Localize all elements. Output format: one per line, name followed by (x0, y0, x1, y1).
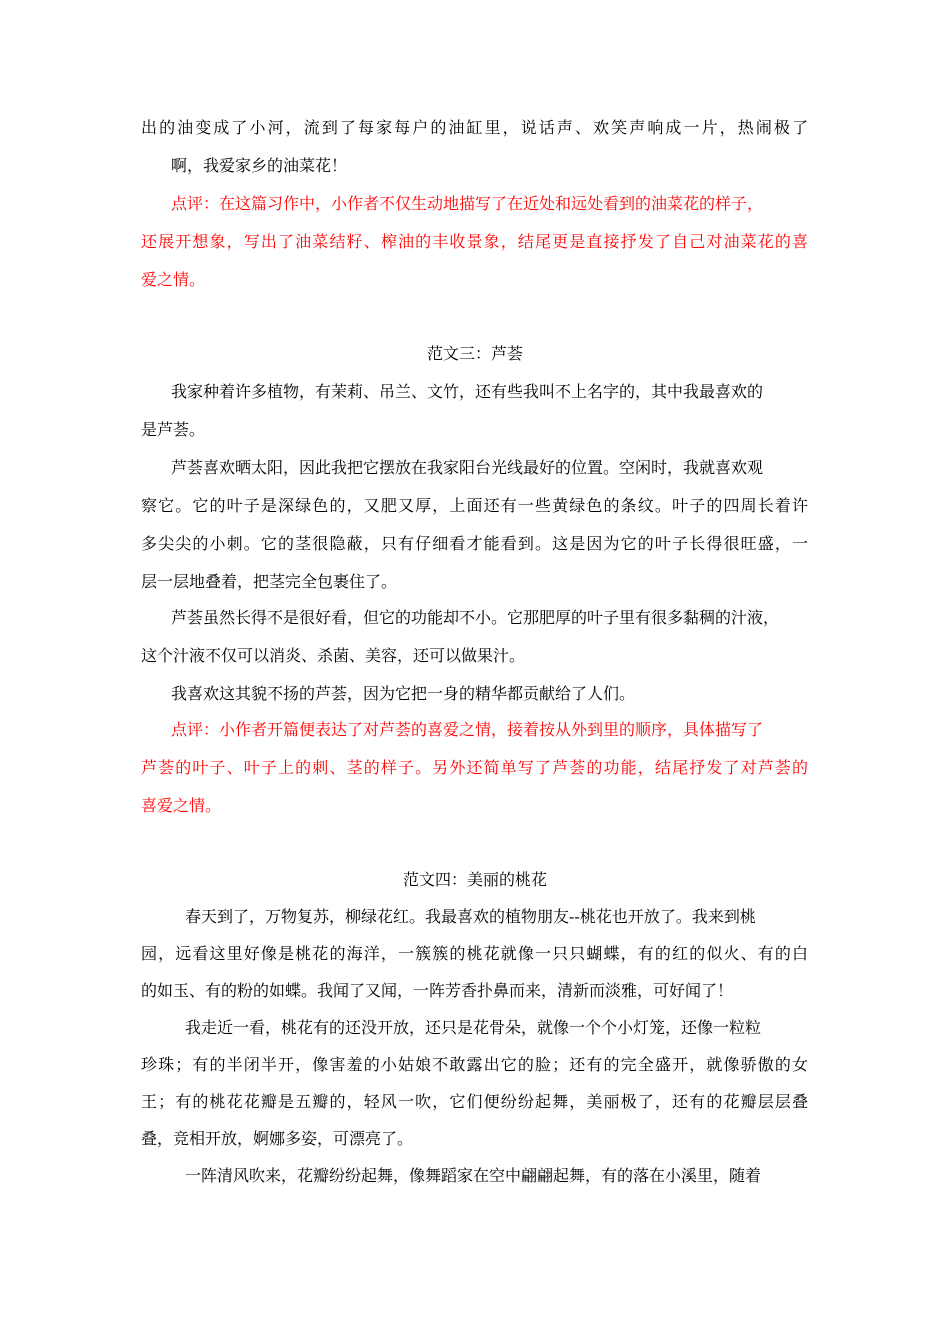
body-text-line: 芦荟虽然长得不是很好看，但它的功能却不小。它那肥厚的叶子里有很多黏稠的汁液， (171, 608, 780, 627)
body-text-line: 我走近一看，桃花有的还没开放，还只是花骨朵，就像一个个小灯笼，还像一粒粒 (185, 1018, 762, 1037)
essay-title: 范文三：芦荟 (426, 344, 523, 363)
body-text-line: 啊，我爱家乡的油菜花！ (171, 156, 348, 175)
essay-title: 范文四：美丽的桃花 (402, 870, 547, 889)
body-text-line: 的如玉、有的粉的如蝶。我闻了又闻，一阵芳香扑鼻而来，清新而淡雅，可好闻了！ (141, 981, 734, 1000)
comment-line: 还展开想象，写出了油菜结籽、榨油的丰收景象，结尾更是直接抒发了自己对油菜花的喜 (141, 232, 808, 251)
body-text-line: 多尖尖的小刺。它的茎很隐蔽，只有仔细看才能看到。这是因为它的叶子长得很旺盛，一 (141, 534, 808, 553)
body-text-line: 出的油变成了小河，流到了每家每户的油缸里，说话声、欢笑声响成一片，热闹极了 (141, 118, 808, 137)
comment-line: 喜爱之情。 (141, 796, 222, 815)
body-text-line: 春天到了，万物复苏，柳绿花红。我最喜欢的植物朋友--桃花也开放了。我来到桃 (185, 907, 756, 926)
body-text-line: 芦荟喜欢晒太阳，因此我把它摆放在我家阳台光线最好的位置。空闲时，我就喜欢观 (171, 458, 764, 477)
body-text-line: 叠，竞相开放，婀娜多姿，可漂亮了。 (141, 1129, 414, 1148)
comment-line: 点评：小作者开篇便表达了对芦荟的喜爱之情，接着按从外到里的顺序，具体描写了 (171, 720, 764, 739)
body-text-line: 察它。它的叶子是深绿色的，又肥又厚，上面还有一些黄绿色的条纹。叶子的四周长着许 (141, 496, 808, 515)
body-text-line: 一阵清风吹来，花瓣纷纷起舞，像舞蹈家在空中翩翩起舞，有的落在小溪里，随着 (185, 1166, 762, 1185)
body-text-line: 王；有的桃花花瓣是五瓣的，轻风一吹，它们便纷纷起舞，美丽极了，还有的花瓣层层叠 (141, 1092, 808, 1111)
comment-line: 爱之情。 (141, 270, 206, 289)
body-text-line: 珍珠；有的半闭半开，像害羞的小姑娘不敢露出它的脸；还有的完全盛开，就像骄傲的女 (141, 1055, 808, 1074)
body-text-line: 这个汁液不仅可以消炎、杀菌、美容，还可以做果汁。 (141, 646, 526, 665)
comment-line: 点评：在这篇习作中，小作者不仅生动地描写了在近处和远处看到的油菜花的样子， (171, 194, 764, 213)
body-text-line: 园，远看这里好像是桃花的海洋，一簇簇的桃花就像一只只蝴蝶，有的红的似火、有的白 (141, 944, 808, 963)
body-text-line: 是芦荟。 (141, 420, 206, 439)
body-text-line: 我喜欢这其貌不扬的芦荟，因为它把一身的精华都贡献给了人们。 (171, 684, 636, 703)
body-text-line: 我家种着许多植物，有茉莉、吊兰、文竹，还有些我叫不上名字的，其中我最喜欢的 (171, 382, 764, 401)
comment-line: 芦荟的叶子、叶子上的刺、茎的样子。另外还简单写了芦荟的功能，结尾抒发了对芦荟的 (141, 758, 808, 777)
body-text-line: 层一层地叠着，把茎完全包裹住了。 (141, 572, 398, 591)
